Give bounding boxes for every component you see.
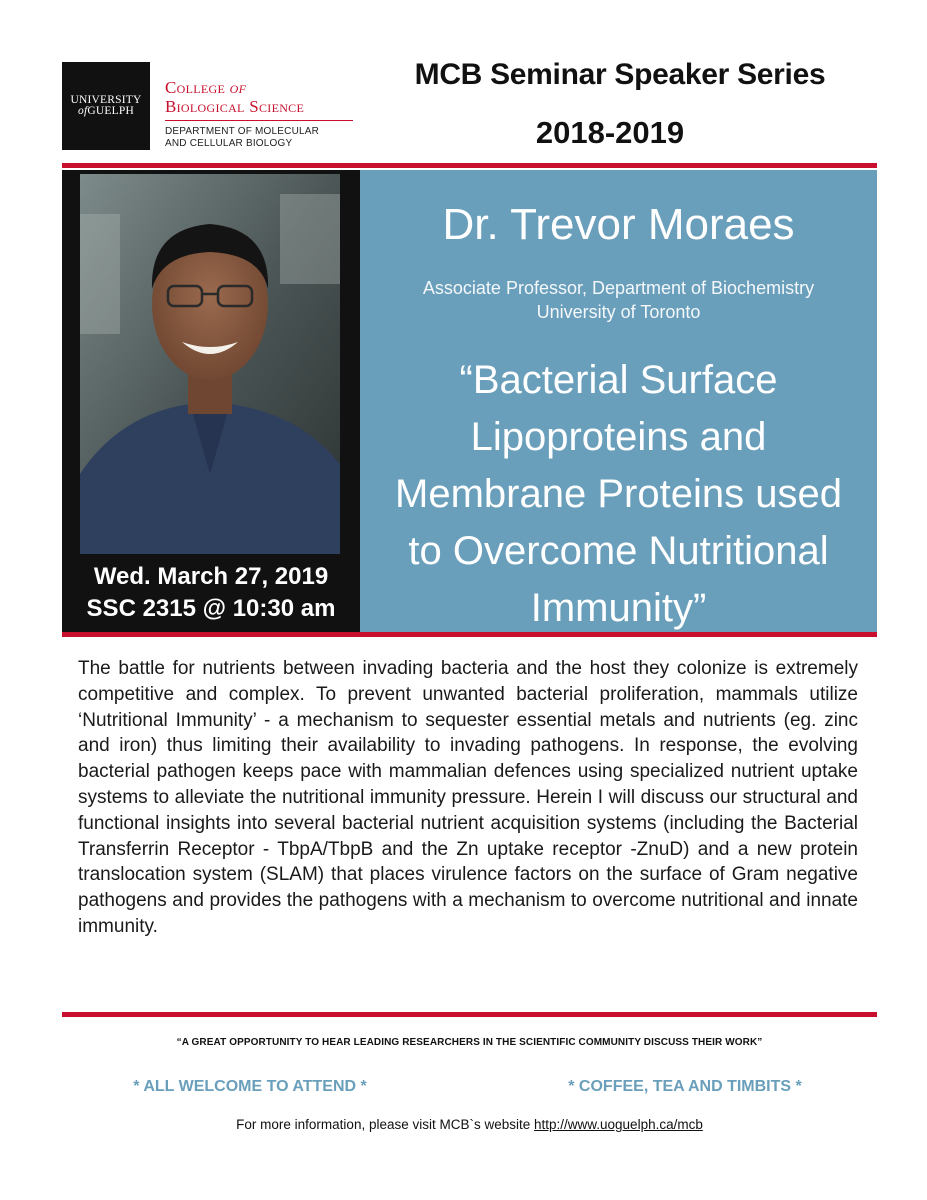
university-of-guelph-logo: [62, 62, 150, 150]
event-details: [62, 561, 360, 625]
logo-university-text: UNIVERSITY: [70, 93, 142, 106]
logo-guelph-text: ofGUELPH: [78, 105, 134, 117]
talk-title-line: Immunity”: [530, 586, 707, 630]
event-date: Wed. March 27, 2019: [93, 563, 329, 590]
refreshments-note: * COFFEE, TEA AND TIMBITS *: [568, 1078, 802, 1095]
department-line1: DEPARTMENT OF MOLECULAR: [165, 126, 320, 137]
info-line: [62, 1117, 877, 1132]
speaker-portrait-icon: [80, 174, 340, 554]
series-year: 2018-2019: [535, 115, 685, 150]
talk-title-line: Membrane Proteins used: [395, 472, 842, 516]
series-title: MCB Seminar Speaker Series: [414, 58, 826, 91]
mid-red-rule: [62, 632, 877, 637]
bottom-red-rule: [62, 1012, 877, 1017]
department-name: [165, 126, 319, 150]
speaker-position: Associate Professor, Department of Biochemistry: [422, 278, 815, 298]
talk-title-line: to Overcome Nutritional: [408, 529, 829, 573]
college-name-line2: Biological Science: [165, 97, 305, 116]
talk-title-line: “Bacterial Surface: [459, 358, 778, 402]
speaker-institution: University of Toronto: [536, 302, 701, 322]
abstract-text: The battle for nutrients between invading bacteria and the host they colonize is extremely competitive and complex. To prevent unwanted bacterial proliferation, mammals utilize ‘Nutritional Immunity’ - a mechanism to sequester essential metals and nutrients (eg. zinc and iron) thus limiting their availability to invading pathogens. In response, the evolving bacterial pathogen keeps pace with mammalian defences using specialized nutrient uptake systems to alleviate the nutritional immunity pressure. Herein I will discuss our structural and functional insights into several bacterial nutrient acquisition systems (including the Bacterial Transferrin Receptor - TbpA/TbpB and the Zn uptake receptor -ZnuD) and a new protein translocation system (SLAM) that places virulence factors on the surface of Gram negative pathogens and provides the pathogens with a mechanism to overcome nutritional and innate immunity.: [78, 658, 858, 937]
speaker-photo: [80, 174, 340, 554]
speaker-affiliation: [360, 276, 877, 324]
event-location-time: SSC 2315 @ 10:30 am: [86, 595, 336, 622]
info-text: For more information, please visit MCB`s website: [236, 1117, 534, 1132]
top-red-rule: [62, 163, 877, 168]
welcome-note: * ALL WELCOME TO ATTEND *: [133, 1078, 367, 1095]
college-name-line1: College of: [165, 78, 247, 97]
talk-title-line: Lipoproteins and: [470, 415, 767, 459]
talk-title: [370, 352, 867, 637]
footer-quote: “A GREAT OPPORTUNITY TO HEAR LEADING RESEARCHERS IN THE SCIENTIFIC COMMUNITY DISCUSS THEIR WORK”: [176, 1037, 763, 1048]
college-name: [165, 78, 304, 116]
speaker-name: Dr. Trevor Moraes: [442, 200, 795, 249]
college-divider: [165, 120, 353, 121]
department-line2: AND CELLULAR BIOLOGY: [165, 138, 293, 149]
mcb-website-link[interactable]: http://www.uoguelph.ca/mcb: [534, 1117, 703, 1132]
